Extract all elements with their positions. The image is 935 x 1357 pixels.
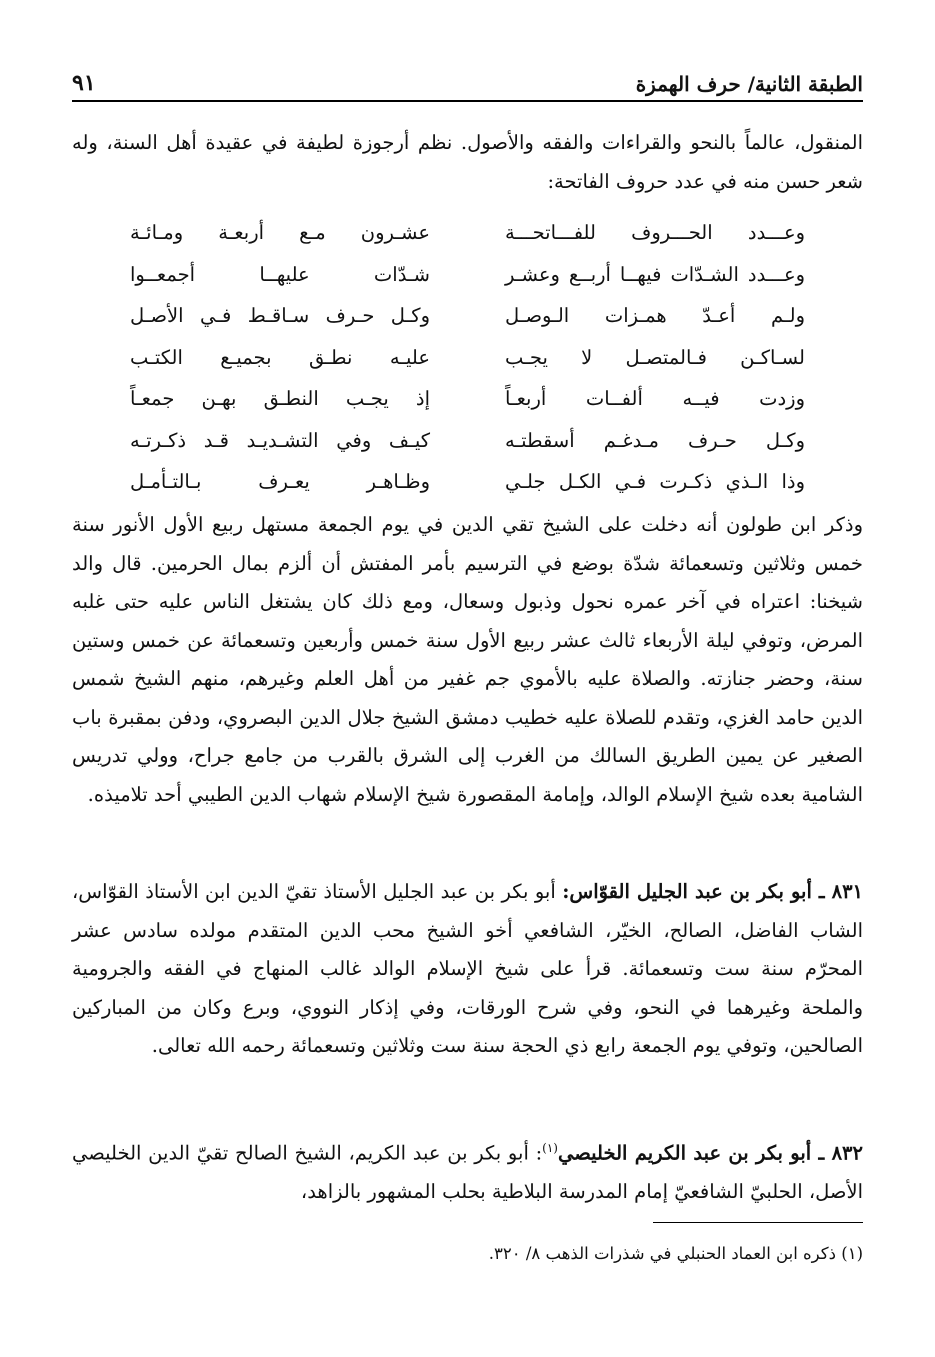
- poem: [130, 212, 805, 503]
- biography-paragraph: وذكر ابن طولون أنه دخلت على الشيخ تقي الدين في يوم الجمعة مستهل ربيع الأول الأنور سنة خمس وثلاثين وتسعمائة شدّة بوضع في الترسيم بأمر المفتش أن ألزم بمال الحرمين. قال والد شيخنا: اعتراه في آخر عمره نحول وذبول وسعال، ومع ذلك كان يشتغل الناس عليه حتى غلبه المرض، وتوفي ليلة الأربعاء ثالث عشر ربيع الأول سنة خمس وأربعين وتسعمائة عن خمس وستين سنة، وحضر جنازته. والصلاة عليه بالأموي جم غفير من أهل العلم وغيرهم، منهم الشيخ شمس الدين حامد الغزي، وتقدم للصلاة عليه خطيب دمشق الشيخ جلال الدين البصروي، ودفن بمقبرة باب الصغير عن يمين الطريق السالك من الغرب إلى الشرق بالقرب من جامع جراح، وولي تدريس الشامية بعده شيخ الإسلام الوالد، وإمامة المقصورة شيخ الإسلام شهاب الدين الطيبي أحد تلاميذه.: [72, 513, 863, 806]
- entry-831-text: أبو بكر بن عبد الجليل الأستاذ تقيّ الدين ابن الأستاذ القوّاس، الشاب الفاضل، الصالح، الخيّر، الشافعي أخو الشيخ محب الدين المتقدم مولده سادس عشر المحرّم سنة ست وتسعمائة. قرأ على شيخ الإسلام الوالد غالب المنهاج في الفقه والجرومية والملحة وغيرهما في النحو، وفي شرح الورقات، وفي إذكار النووي، وبرع وكان من المباركين الصالحين، وتوفي يوم الجمعة رابع ذي الحجة سنة ست وثلاثين وتسعمائة رحمه الله تعالى.: [72, 880, 863, 1057]
- poem-hemistich-first: وعـــدد الشـدّات فيهــا أربــع وعشـر: [505, 262, 805, 286]
- poem-line: [130, 378, 805, 420]
- poem-hemistich-second: عشـرون مـع أربعـة ومـائـة: [130, 221, 430, 245]
- poem-line: [130, 295, 805, 337]
- poem-hemistich-first: وزدت فيــه ألفــات أربعـاً: [505, 387, 805, 411]
- poem-line: [130, 420, 805, 462]
- poem-line: [130, 212, 805, 254]
- poem-line: [130, 254, 805, 296]
- poem-hemistich-first: وذا الـذي ذكـرت فـي الكـل جلـي: [505, 470, 805, 494]
- entry-831-title: ٨٣١ ـ أبو بكر بن عبد الجليل القوّاس:: [562, 880, 864, 903]
- poem-hemistich-first: ولـم أعـدّ همـزات الـوصـل: [505, 304, 805, 328]
- footnote-marker[interactable]: (١): [542, 1141, 558, 1155]
- header-rule: [72, 100, 863, 102]
- entry-831: [72, 873, 863, 1066]
- page-header: [72, 62, 863, 96]
- entry-832: [72, 1129, 863, 1212]
- poem-hemistich-second: شـدّات عليهــا أجمعــوا: [130, 262, 430, 286]
- poem-hemistich-first: وعـــدد الحـــروف للفـــاتحـــة: [505, 221, 805, 245]
- footnote: (١) ذكره ابن العماد الحنبلي في شذرات الذهب ٨/ ٣٢٠.: [488, 1244, 863, 1263]
- poem-hemistich-second: وكـل حـرف سـاقـط فـي الأصـل: [130, 304, 430, 328]
- entry-832-text: : أبو بكر بن عبد الكريم، الشيخ الصالح تقيّ الدين الخليصي الأصل، الحلبيّ الشافعيّ إمام المدرسة البلاطية بحلب المشهور بالزاهد،: [72, 1141, 863, 1203]
- poem-hemistich-second: إذ يجـب النطـق بهـن جمعـاً: [130, 387, 430, 411]
- poem-line: [130, 337, 805, 379]
- poem-line: [130, 461, 805, 503]
- poem-hemistich-second: كيـف وفي التشـديـد قـد ذكـرتـه: [130, 428, 430, 452]
- running-head: الطبقة الثانية/ حرف الهمزة: [635, 72, 863, 96]
- poem-hemistich-second: عليـه نطـق بجميـع الكتـب: [130, 345, 430, 369]
- poem-hemistich-first: وكـل حـرف مـدغـم أسقطتـه: [505, 428, 805, 452]
- page-number: ٩١: [72, 70, 96, 96]
- entry-832-title: ٨٣٢ ـ أبو بكر بن عبد الكريم الخليصي: [557, 1141, 863, 1165]
- footnote-rule: [653, 1222, 863, 1223]
- poem-hemistich-second: وظـاهـر يعـرف بـالتـأمـل: [130, 470, 430, 494]
- intro-paragraph: المنقول، عالماً بالنحو والقراءات والفقه والأصول. نظم أرجوزة لطيفة في عقيدة أهل السنة، وله شعر حسن منه في عدد حروف الفاتحة:: [72, 131, 863, 193]
- poem-hemistich-first: لسـاكـن فـالمتصـل لا يجـب: [505, 345, 805, 369]
